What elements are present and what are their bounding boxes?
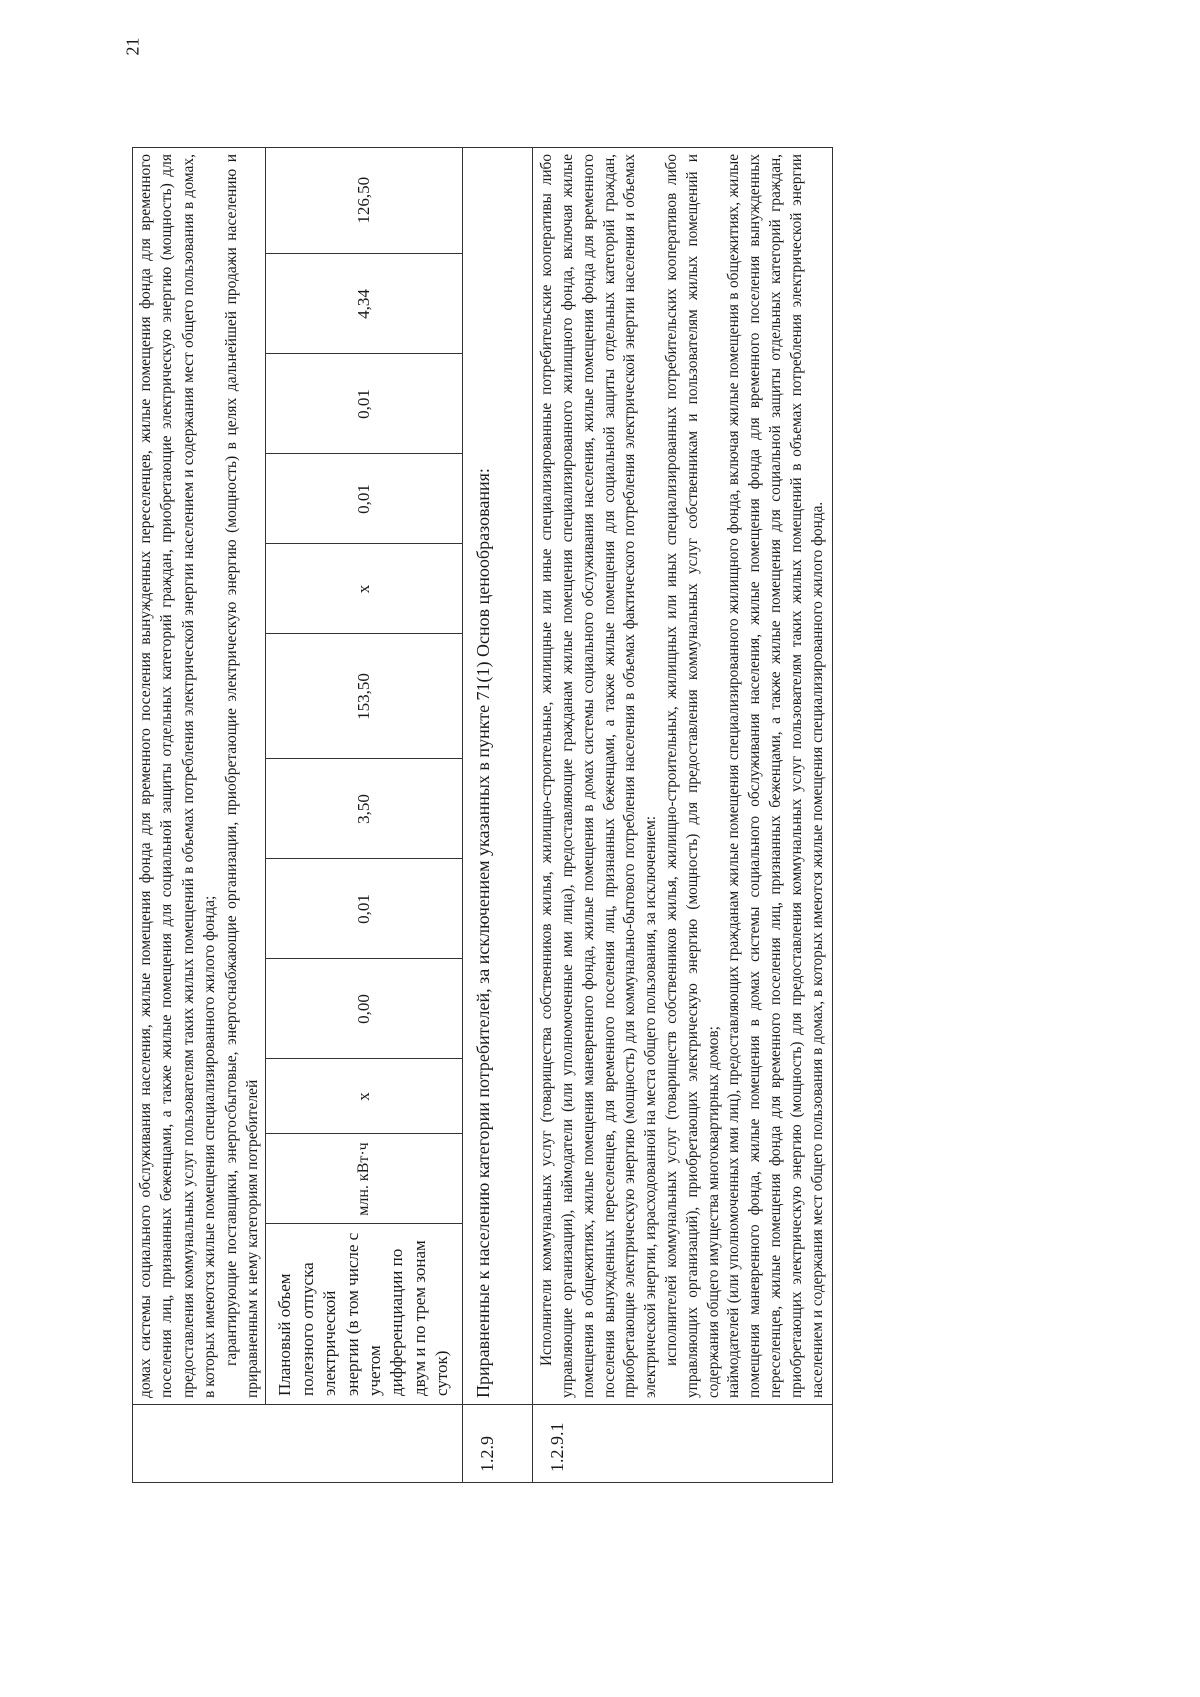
row-content [533,148,833,1405]
value-cell: x [266,1059,463,1134]
paragraph: Исполнители коммунальных услуг (товарищества собственников жилья, жилищно-строительные, жилищные или иные специализированные потребительские кооперативы либо управляющие организации), наймодатели (или уполномоченные ими лица), предоставляющие гражданам жилые помещения специализированного жилищного фонда, включая жилые помещения в общежитиях, жилые помещения маневренного фонда, жилые помещения в домах системы социального обслуживания населения, жилые помещения фонда для временного поселения вынужденных переселенцев, для временного поселения лиц, признанных беженцами, а также жилые помещения для социальной защиты отдельных категорий граждан, приобретающие электрическую энергию (мощность) для коммунально-бытового потребления населения в объемах фактического потребления электрической энергии населения и объемах электрической энергии, израсходованной на места общего пользования, за исключением: [538,154,660,1398]
values-row [266,147,463,1404]
row-number [133,1405,463,1483]
row-content [133,148,463,1405]
row-text: Приравненные к населению категории потребителей, за исключением указанных в пункте 71(1) Основ ценообразования: [463,148,533,1405]
value-cell: x [266,544,463,634]
value-cell: 0,01 [266,859,463,959]
value-cell: 153,50 [266,634,463,759]
row-number: 1.2.9 [463,1405,533,1483]
value-cell: 3,50 [266,759,463,859]
paragraph: наймодателей (или уполномоченных ими лиц), предоставляющих гражданам жилые помещения специализированного жилищного фонда, включая жилые помещения в общежитиях, жилые помещения маневренного фонда, жилые помещения в домах системы социального обслуживания населения, жилые помещения фонда для временного поселения вынужденных переселенцев, жилые помещения фонда для временного поселения лиц, признанных беженцами, а также жилые помещения для социальной защиты отдельных категорий граждан, приобретающих электрическую энергию (мощность) для предоставления коммунальных услуг пользователям таких жилых помещений в объемах потребления электрической энергии населением и содержания мест общего пользования в домах, в которых имеются жилые помещения специализированного жилого фонда. [725,154,826,1398]
page-number: 21 [122,37,143,56]
values-table [265,147,462,1404]
paragraph: исполнителей коммунальных услуг (товариществ собственников жилья, жилищно-строительных, жилищных или иных специализированных потребительских кооперативов либо управляющих организаций), приобретающих электрическую энергию (мощность) для предоставления коммунальных услуг собственникам и пользователям жилых помещений и содержания общего имущества многоквартирных домов; [663,154,722,1398]
row-number: 1.2.9.1 [533,1405,833,1483]
paragraph: домах системы социального обслуживания населения, жилые помещения фонда для временного поселения вынужденных переселенцев, жилые помещения фонда для временного поселения лиц, признанных беженцами, а также жилые помещения для социальной защиты отдельных категорий граждан, приобретающие электрическую энергию (мощность) для предоставления коммунальных услуг пользователям таких жилых помещений в объемах потребления электрической энергии населением и содержания мест общего пользования в домах, в которых имеются жилые помещения специализированного жилого фонда; [137,154,219,1398]
value-cell: 0,00 [266,959,463,1059]
paragraph: гарантирующие поставщики, энергосбытовые, энергоснабжающие организации, приобретающие электрическую энергию (мощность) в целях дальнейшей продажи населению и приравненным к нему категориям потребителей [222,154,261,1398]
row-text [133,148,265,1404]
value-cell: 0,01 [266,354,463,454]
tariff-table [132,147,833,1483]
row-text [533,148,832,1404]
unit-cell: млн. кВт·ч [266,1134,463,1224]
value-cell: 126,50 [266,147,463,254]
value-cell: 4,34 [266,254,463,354]
rotated-document-table [132,148,1052,1483]
table-row [463,148,533,1483]
indicator-label: Плановый объем полезного отпуска электрической энергии (в том числе с учетом дифференциации по двум и по трем зонам суток) [266,1224,463,1404]
table-row [533,148,833,1483]
value-cell: 0,01 [266,454,463,544]
table-row [133,148,463,1483]
